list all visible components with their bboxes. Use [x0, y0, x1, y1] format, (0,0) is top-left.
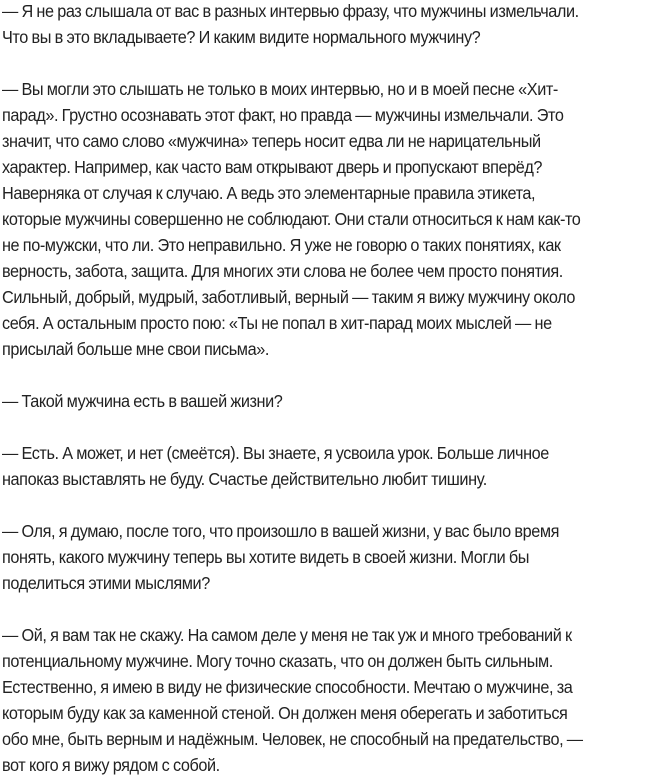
question-paragraph [2, 388, 668, 414]
text-line: — Есть. А может, и нет (смеётся). Вы знаете, я усвоила урок. Больше личное [2, 443, 549, 463]
text-line: присылай больше мне свои письма». [2, 339, 269, 359]
text-line: — Вы могли это слышать не только в моих интервью, но и в моей песне «Хит- [2, 79, 558, 99]
text-line: потенциальному мужчине. Могу точно сказать, что он должен быть сильным. [2, 651, 553, 671]
answer-paragraph [2, 76, 668, 362]
text-line: поделиться этими мыслями? [2, 573, 210, 593]
text-line: — Оля, я думаю, после того, что произошло в вашей жизни, у вас было время [2, 521, 559, 541]
answer-paragraph [2, 440, 668, 492]
text-line: себя. А остальным просто пою: «Ты не попал в хит-парад моих мыслей — не [2, 313, 552, 333]
text-line: понять, какого мужчину теперь вы хотите видеть в своей жизни. Могли бы [2, 547, 530, 567]
text-line: Естественно, я имею в виду не физические способности. Мечтаю о мужчине, за [2, 677, 573, 697]
question-paragraph [2, 0, 668, 50]
text-line: значит, что само слово «мужчина» теперь носит едва ли не нарицательный [2, 131, 541, 151]
text-line: которые мужчины совершенно не соблюдают. Они стали относиться к нам как-то [2, 209, 581, 229]
question-paragraph [2, 518, 668, 596]
text-line: напоказ выставлять не буду. Счастье действительно любит тишину. [2, 469, 487, 489]
text-line: Наверняка от случая к случаю. А ведь это элементарные правила этикета, [2, 183, 536, 203]
text-line: вот кого я вижу рядом с собой. [2, 755, 220, 775]
text-line: Что вы в это вкладываете? И каким видите нормального мужчину? [2, 27, 481, 47]
text-line: которым буду как за каменной стеной. Он должен меня оберегать и заботиться [2, 703, 568, 723]
text-line: характер. Например, как часто вам открывают дверь и пропускают вперёд? [2, 157, 543, 177]
text-line: — Такой мужчина есть в вашей жизни? [2, 391, 283, 411]
text-line: обо мне, быть верным и надёжным. Человек, не способный на предательство, — [2, 729, 583, 749]
answer-paragraph [2, 622, 668, 778]
text-line: — Ой, я вам так не скажу. На самом деле у меня не так уж и много требований к [2, 625, 572, 645]
text-line: Сильный, добрый, мудрый, заботливый, верный — таким я вижу мужчину около [2, 287, 576, 307]
text-line: верность, забота, защита. Для многих эти слова не более чем просто понятия. [2, 261, 563, 281]
text-line: не по-мужски, что ли. Это неправильно. Я уже не говорю о таких понятиях, как [2, 235, 561, 255]
text-line: парад». Грустно осознавать этот факт, но правда — мужчины измельчали. Это [2, 105, 564, 125]
text-line: — Я не раз слышала от вас в разных интервью фразу, что мужчины измельчали. [2, 1, 579, 21]
